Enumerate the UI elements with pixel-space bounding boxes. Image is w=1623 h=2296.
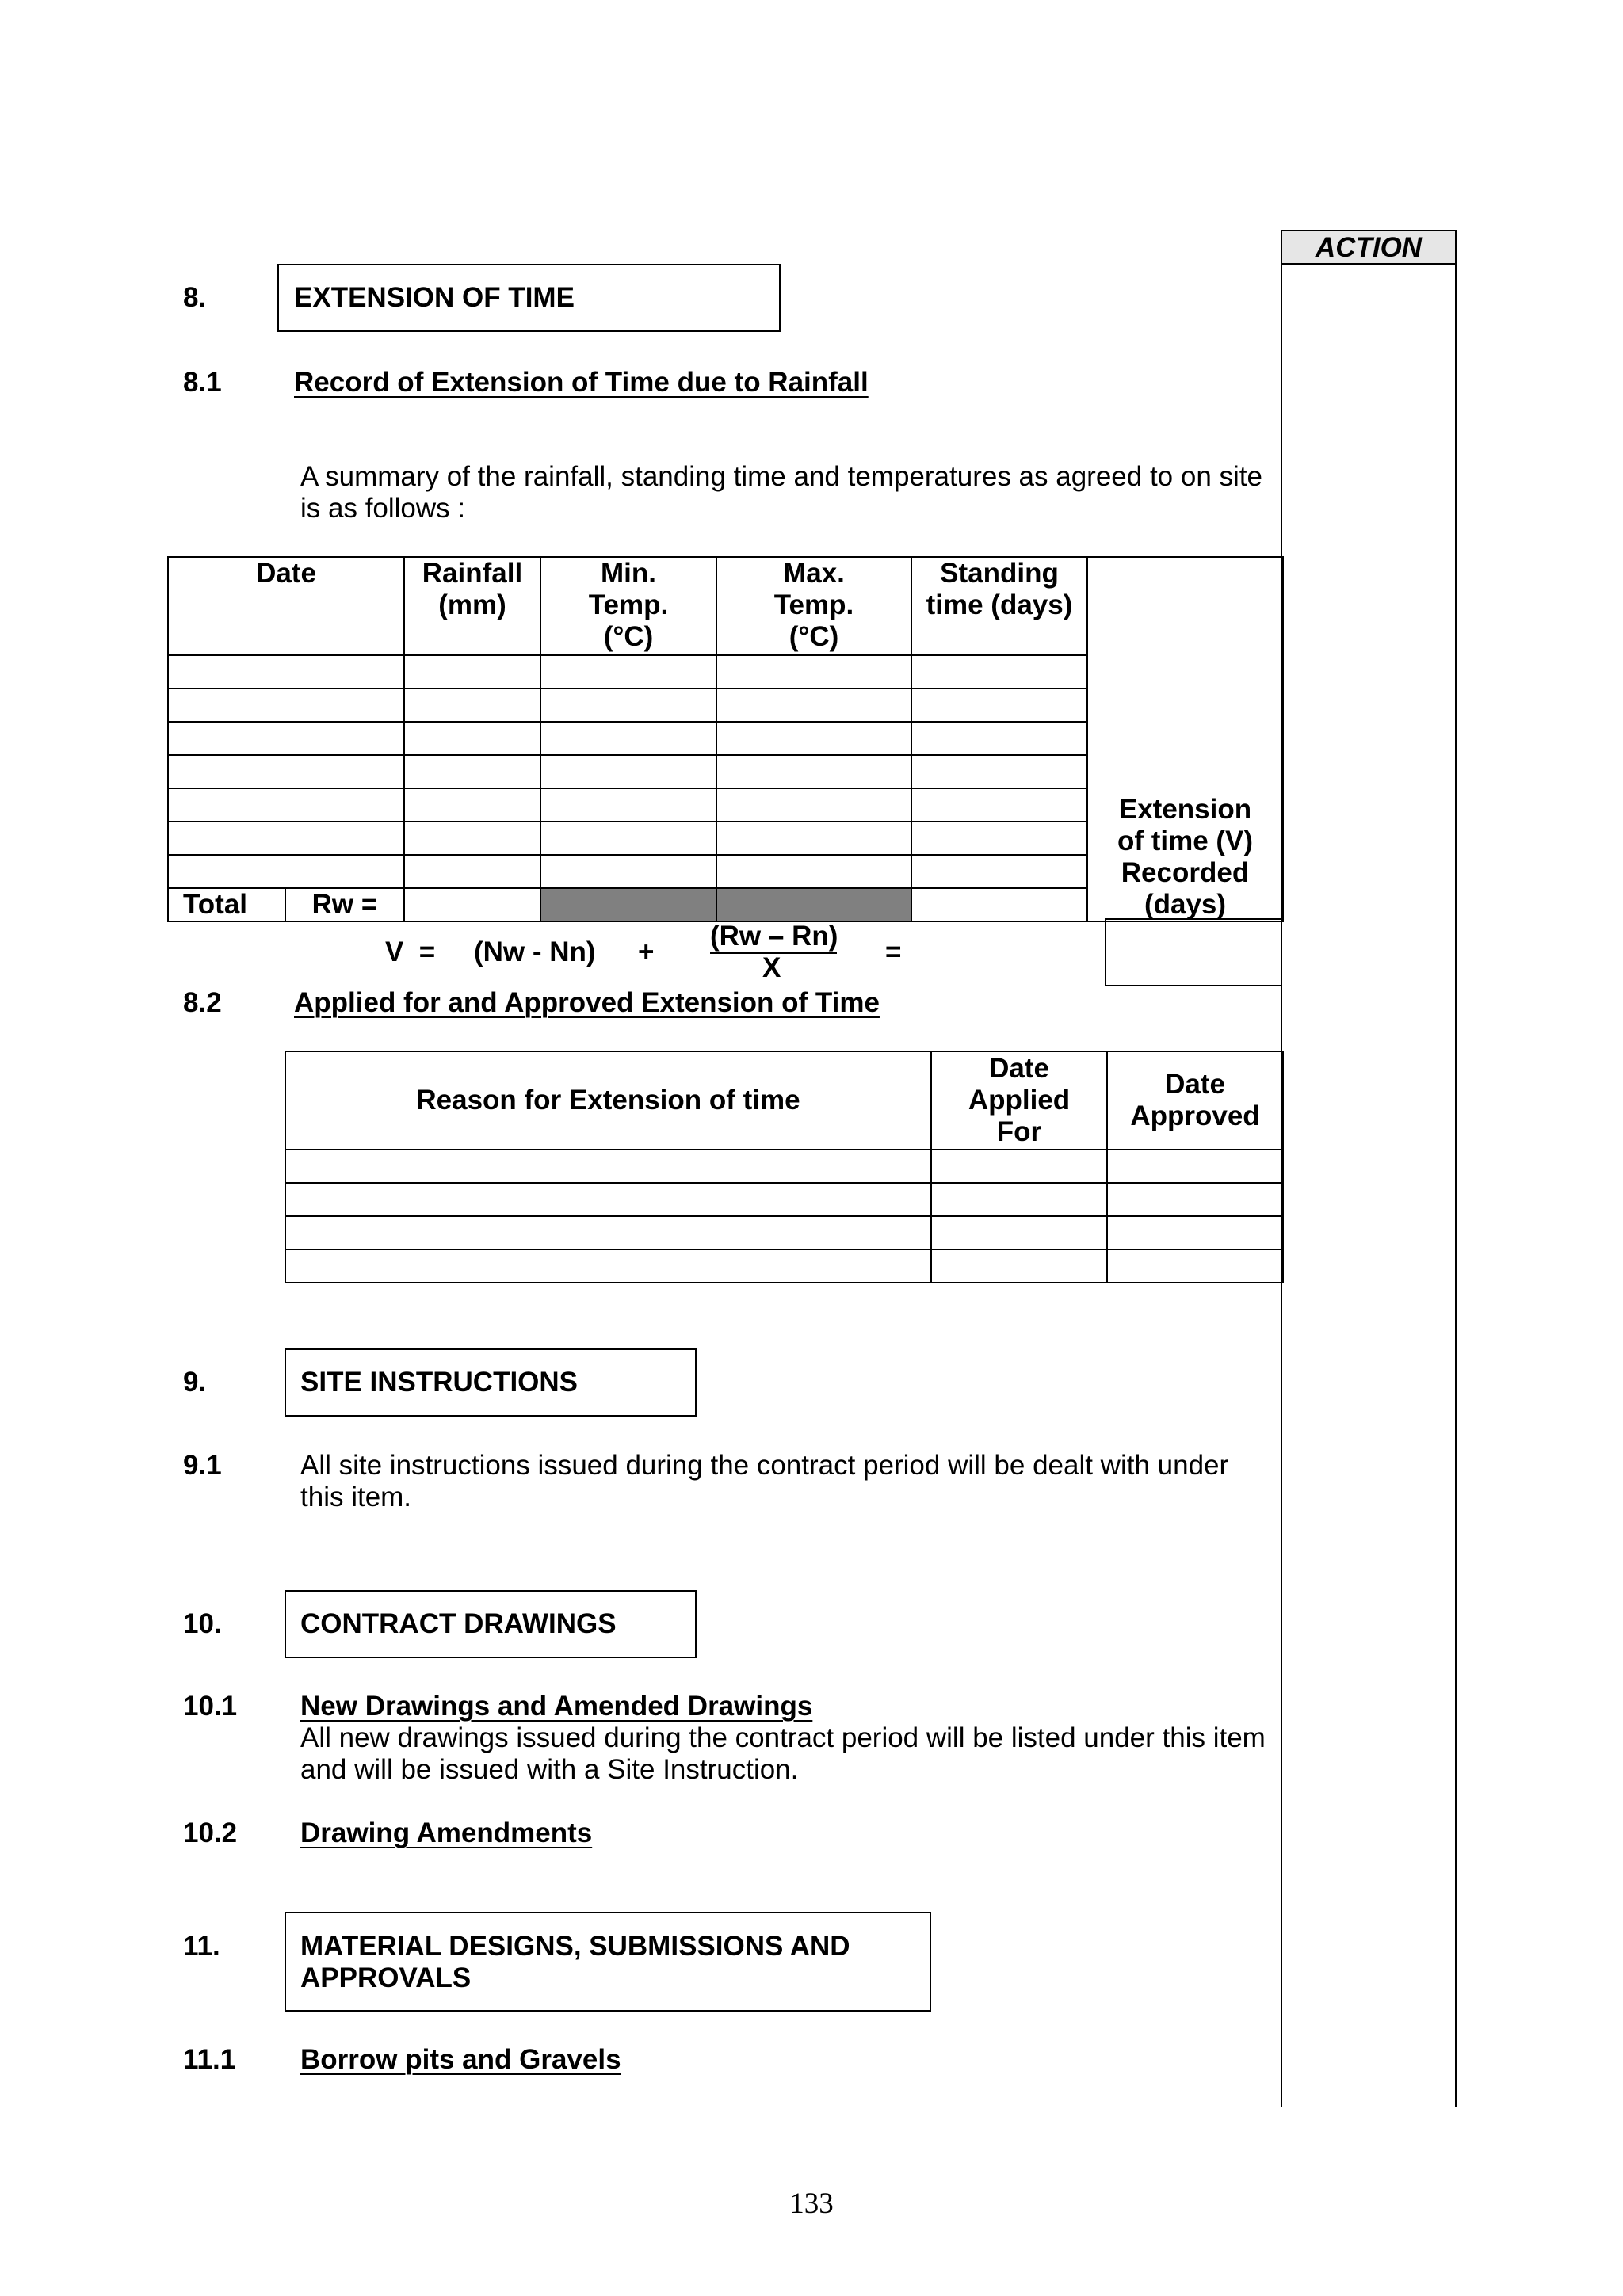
standing-time-cell[interactable] <box>911 655 1087 688</box>
date-cell[interactable] <box>168 755 404 788</box>
min-temp-cell[interactable] <box>540 722 716 755</box>
action-column-right-border <box>1455 263 1457 2107</box>
rw-value-cell[interactable] <box>404 888 540 921</box>
reason-cell[interactable] <box>285 1150 931 1183</box>
header-date-approved: Date Approved <box>1107 1051 1283 1150</box>
table-row <box>285 1216 1283 1249</box>
extension-of-time-label: Extension of time (V) Recorded (days) <box>1087 557 1283 921</box>
rainfall-cell[interactable] <box>404 788 540 822</box>
date-applied-cell[interactable] <box>931 1150 1107 1183</box>
section-8-2-title: Applied for and Approved Extension of Time <box>294 987 880 1018</box>
formula-lhs: V = <box>385 936 436 967</box>
formula-plus: + <box>638 936 655 967</box>
max-temp-cell[interactable] <box>716 788 911 822</box>
date-cell[interactable] <box>168 855 404 888</box>
table-row <box>285 1150 1283 1183</box>
date-approved-cell[interactable] <box>1107 1150 1283 1183</box>
header-min-temp: Min. Temp. (°C) <box>540 557 716 655</box>
date-cell[interactable] <box>168 688 404 722</box>
min-temp-cell[interactable] <box>540 688 716 722</box>
section-10-2-number: 10.2 <box>183 1817 238 1848</box>
max-temp-cell[interactable] <box>716 822 911 855</box>
header-max-temp: Max. Temp. (°C) <box>716 557 911 655</box>
total-label: Total <box>168 888 285 921</box>
section-9-1-number: 9.1 <box>183 1450 222 1481</box>
min-temp-cell[interactable] <box>540 788 716 822</box>
section-8-1-text: A summary of the rainfall, standing time and temperatures as agreed to on site is as follows : <box>300 461 1262 524</box>
shaded-cell-max <box>716 888 911 921</box>
section-9-1-text: All site instructions issued during the contract period will be dealt with under this item. <box>300 1450 1229 1512</box>
extension-value-box[interactable] <box>1105 918 1282 986</box>
standing-time-cell[interactable] <box>911 822 1087 855</box>
header-reason: Reason for Extension of time <box>285 1051 931 1150</box>
date-cell[interactable] <box>168 822 404 855</box>
date-applied-cell[interactable] <box>931 1183 1107 1216</box>
date-cell[interactable] <box>168 788 404 822</box>
standing-time-cell[interactable] <box>911 688 1087 722</box>
max-temp-cell[interactable] <box>716 688 911 722</box>
rw-label: Rw = <box>285 888 404 921</box>
table-row <box>285 1183 1283 1216</box>
formula-equals: = <box>885 936 902 967</box>
section-10-1-title: New Drawings and Amended Drawings <box>300 1691 813 1722</box>
formula-term1: (Nw - Nn) <box>474 936 596 967</box>
rainfall-cell[interactable] <box>404 822 540 855</box>
section-10-title: CONTRACT DRAWINGS <box>300 1608 617 1639</box>
total-standing-time-cell[interactable] <box>911 888 1087 921</box>
rainfall-table <box>167 556 1284 922</box>
section-11-1-number: 11.1 <box>183 2044 236 2075</box>
rainfall-cell[interactable] <box>404 688 540 722</box>
formula-numerator: (Rw – Rn) <box>710 921 838 952</box>
section-11-title: MATERIAL DESIGNS, SUBMISSIONS AND APPROVALS <box>300 1931 850 1993</box>
date-cell[interactable] <box>168 655 404 688</box>
approval-table <box>285 1051 1284 1283</box>
section-8-1-title: Record of Extension of Time due to Rainfall <box>294 367 869 398</box>
min-temp-cell[interactable] <box>540 655 716 688</box>
section-8-1-number: 8.1 <box>183 367 222 398</box>
action-header: ACTION <box>1315 232 1423 263</box>
rainfall-cell[interactable] <box>404 755 540 788</box>
date-approved-cell[interactable] <box>1107 1216 1283 1249</box>
standing-time-cell[interactable] <box>911 788 1087 822</box>
rainfall-cell[interactable] <box>404 855 540 888</box>
page-number: 133 <box>789 2187 834 2220</box>
header-rainfall: Rainfall (mm) <box>404 557 540 655</box>
section-11-1-title: Borrow pits and Gravels <box>300 2044 621 2075</box>
shaded-cell-min <box>540 888 716 921</box>
standing-time-cell[interactable] <box>911 855 1087 888</box>
reason-cell[interactable] <box>285 1249 931 1283</box>
rainfall-cell[interactable] <box>404 655 540 688</box>
section-8-2-number: 8.2 <box>183 987 222 1018</box>
max-temp-cell[interactable] <box>716 855 911 888</box>
date-applied-cell[interactable] <box>931 1249 1107 1283</box>
date-approved-cell[interactable] <box>1107 1249 1283 1283</box>
header-date-applied: Date Applied For <box>931 1051 1107 1150</box>
table-row <box>285 1249 1283 1283</box>
min-temp-cell[interactable] <box>540 822 716 855</box>
section-9-title: SITE INSTRUCTIONS <box>300 1367 579 1398</box>
standing-time-cell[interactable] <box>911 722 1087 755</box>
max-temp-cell[interactable] <box>716 655 911 688</box>
reason-cell[interactable] <box>285 1216 931 1249</box>
date-approved-cell[interactable] <box>1107 1183 1283 1216</box>
section-8-title: EXTENSION OF TIME <box>294 282 575 313</box>
min-temp-cell[interactable] <box>540 755 716 788</box>
header-date: Date <box>168 557 404 655</box>
rainfall-cell[interactable] <box>404 722 540 755</box>
max-temp-cell[interactable] <box>716 755 911 788</box>
section-8-number: 8. <box>183 282 207 313</box>
formula-denominator: X <box>762 952 781 983</box>
section-10-1-number: 10.1 <box>183 1691 238 1722</box>
section-10-number: 10. <box>183 1608 222 1639</box>
reason-cell[interactable] <box>285 1183 931 1216</box>
section-10-1-text: All new drawings issued during the contract period will be listed under this item and will be issued with a Site Instruction. <box>300 1722 1266 1785</box>
section-11-number: 11. <box>183 1931 220 1962</box>
standing-time-cell[interactable] <box>911 755 1087 788</box>
max-temp-cell[interactable] <box>716 722 911 755</box>
date-applied-cell[interactable] <box>931 1216 1107 1249</box>
section-10-2-title: Drawing Amendments <box>300 1817 593 1848</box>
header-standing-time: Standing time (days) <box>911 557 1087 655</box>
min-temp-cell[interactable] <box>540 855 716 888</box>
date-cell[interactable] <box>168 722 404 755</box>
section-9-number: 9. <box>183 1367 207 1398</box>
